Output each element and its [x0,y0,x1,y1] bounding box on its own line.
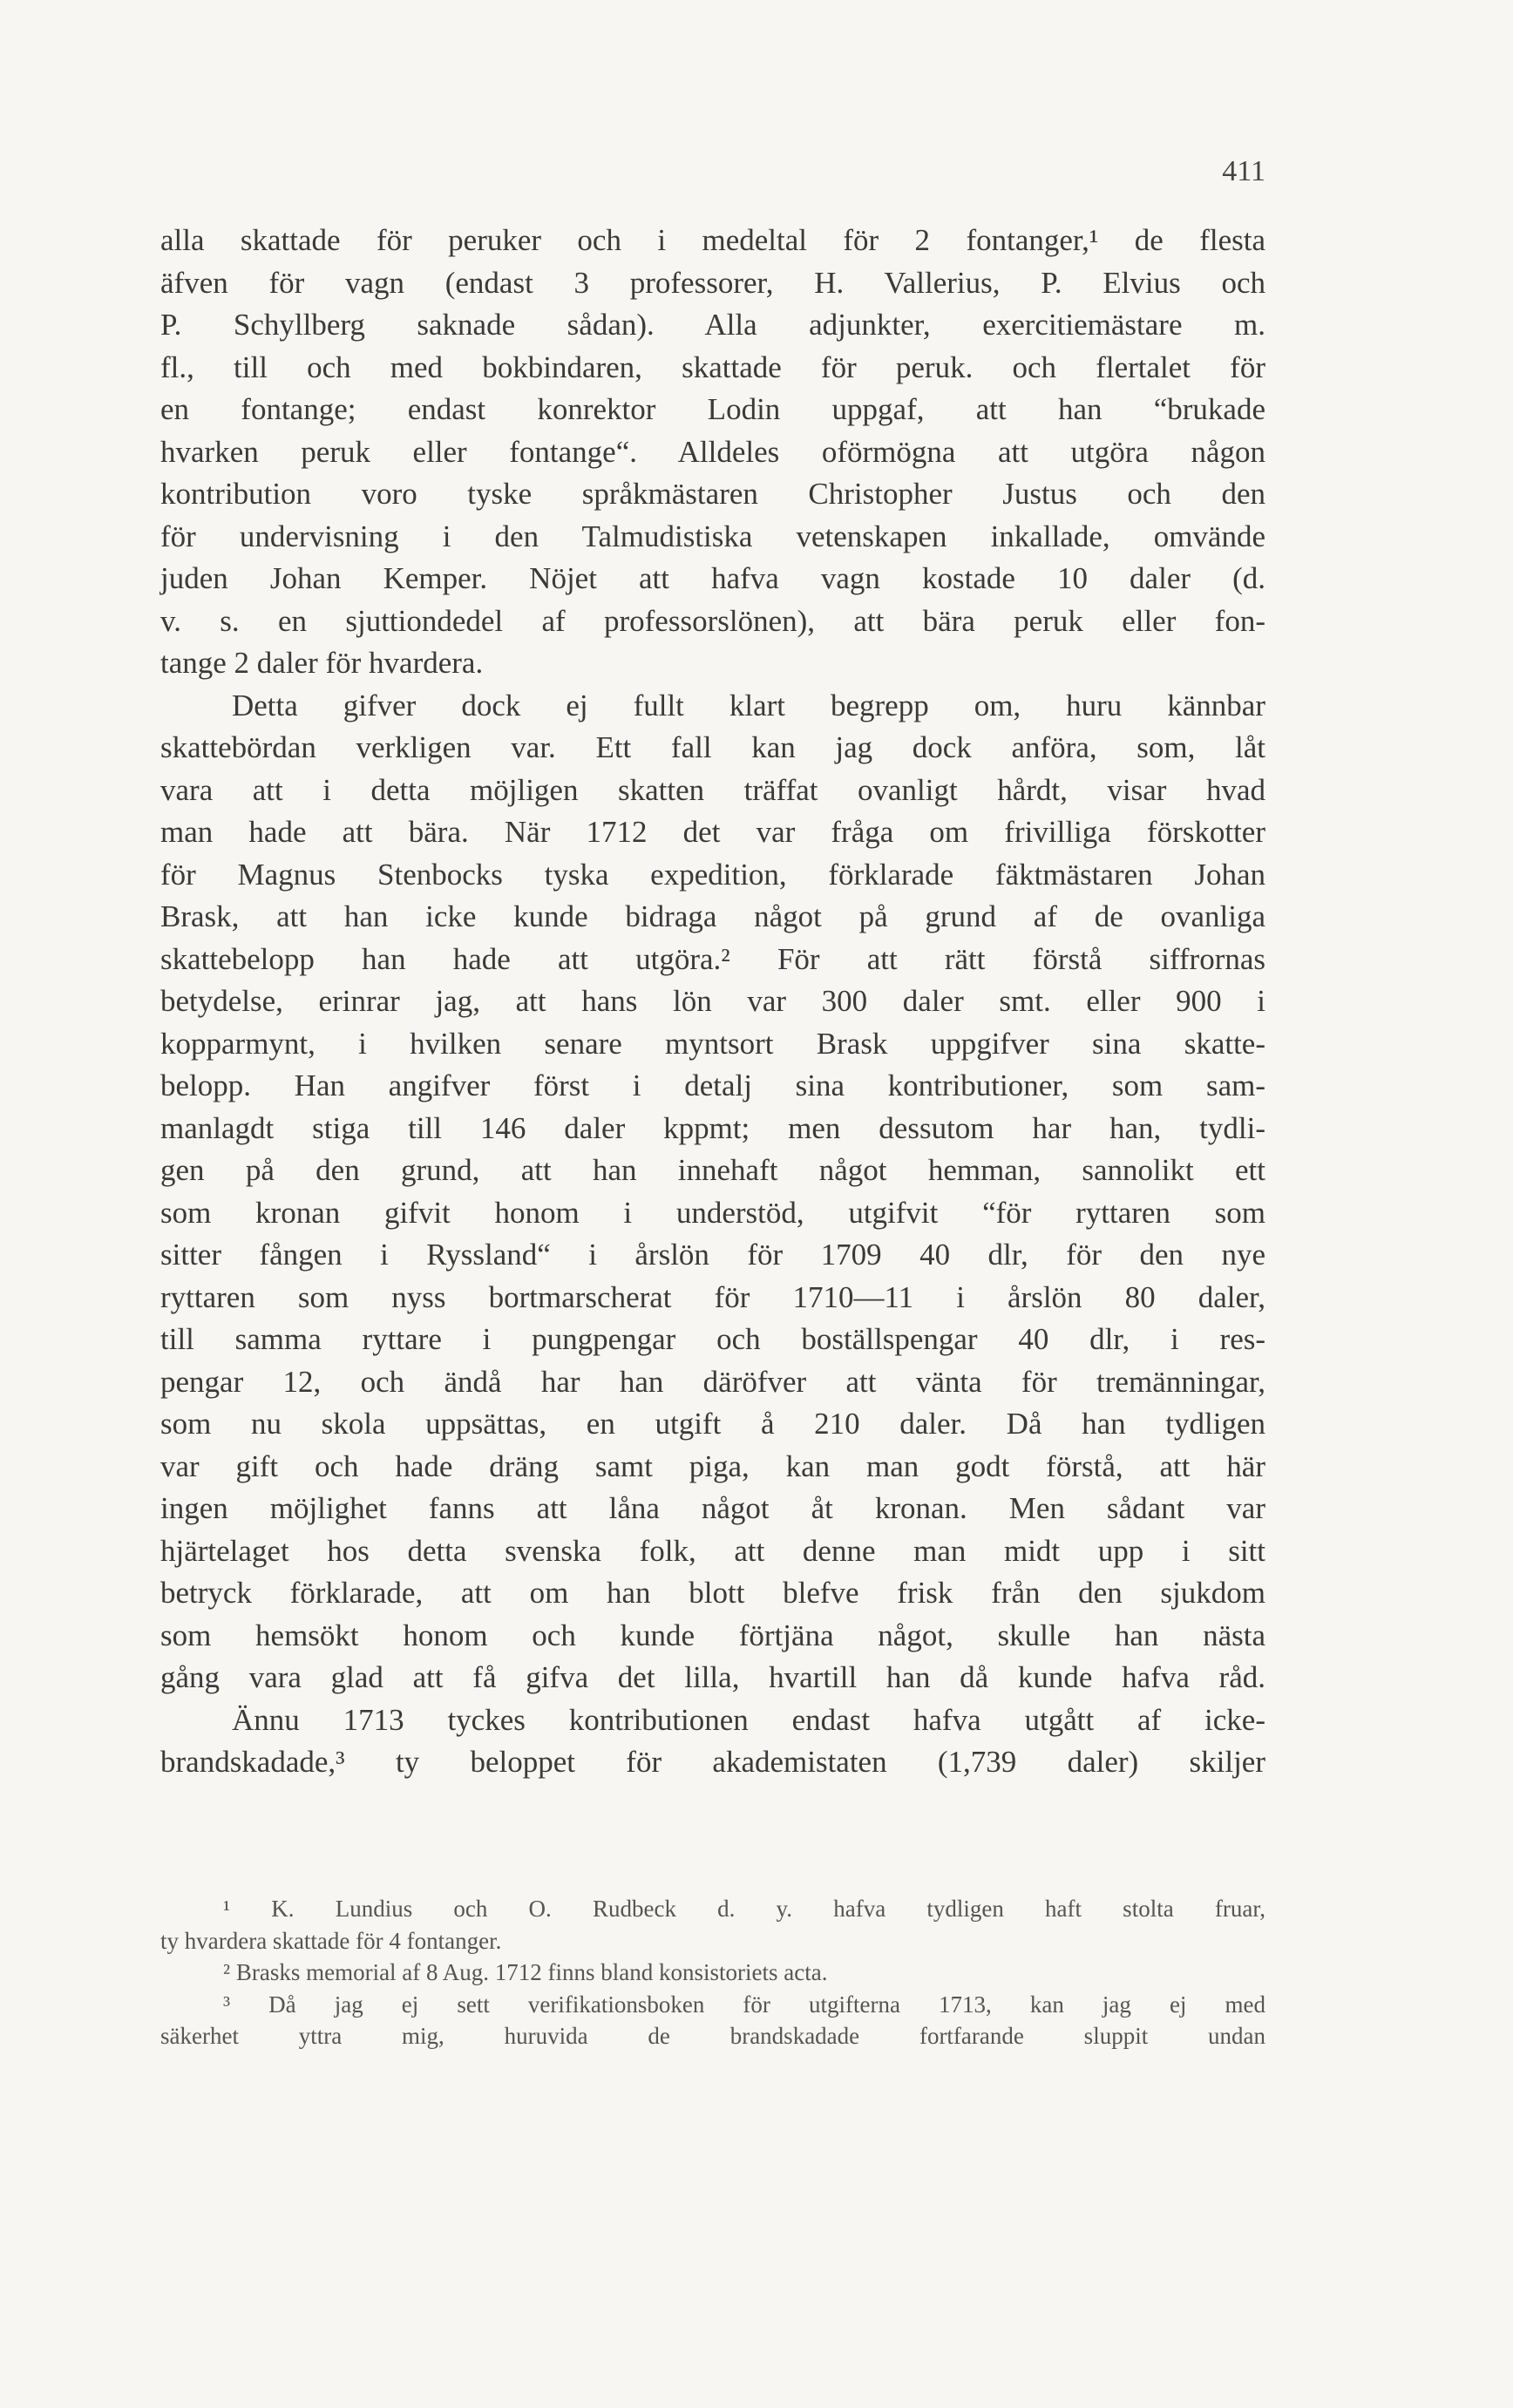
text-line: fl., till och med bokbindaren, skattade för peruk. och flertalet för [160,349,1265,384]
text-line: alla skattade för peruker och i medeltal för 2 fontanger,¹ de flesta [160,223,1265,257]
text-line: till samma ryttare i pungpengar och boställspengar 40 dlr, i res- [160,1322,1265,1356]
text-line: för Magnus Stenbocks tyska expedition, förklarade fäktmästaren Johan [160,857,1265,892]
text-line: hvarken peruk eller fontange“. Alldeles oförmögna att utgöra någon [160,434,1265,469]
text-line: var gift och hade dräng samt piga, kan man godt förstå, att här [160,1448,1265,1483]
text-line: pengar 12, och ändå har han däröfver att vänta för tremänningar, [160,1364,1265,1399]
text-line: sitter fången i Ryssland“ i årslön för 1709 40 dlr, för den nye [160,1238,1265,1272]
text-line: kopparmynt, i hvilken senare myntsort Brask uppgifver sina skatte- [160,1026,1265,1061]
footnote-line: ty hvardera skattade för 4 fontanger. [160,1927,502,1954]
page-number: 411 [1222,155,1265,187]
text-line: som kronan gifvit honom i understöd, utgifvit “för ryttaren som [160,1195,1265,1230]
body-text [160,220,1265,1784]
footnote-line: ² Brasks memorial af 8 Aug. 1712 finns bland konsistoriets acta. [223,1959,828,1985]
text-line: för undervisning i den Talmudistiska vetenskapen inkallade, omvände [160,519,1265,553]
text-line: betydelse, erinrar jag, att hans lön var 300 daler smt. eller 900 i [160,984,1265,1018]
text-line: betryck förklarade, att om han blott blefve frisk från den sjukdom [160,1576,1265,1610]
text-line: gen på den grund, att han innehaft något hemman, sannolikt ett [160,1153,1265,1187]
text-line: äfven för vagn (endast 3 professorer, H. Vallerius, P. Elvius och [160,265,1265,300]
text-line: gång vara glad att få gifva det lilla, hvartill han då kunde hafva råd. [160,1660,1265,1694]
text-line: Ännu 1713 tyckes kontributionen endast hafva utgått af icke- [232,1702,1265,1737]
text-line: som nu skola uppsättas, en utgift å 210 daler. Då han tydligen [160,1407,1265,1441]
text-line: brandskadade,³ ty beloppet för akademistaten (1,739 daler) skiljer [160,1745,1265,1779]
footnotes [160,1893,1265,2052]
text-line: som hemsökt honom och kunde förtjäna något, skulle han nästa [160,1618,1265,1652]
text-line: skattebördan verkligen var. Ett fall kan jag dock anföra, som, låt [160,730,1265,764]
text-line: Detta gifver dock ej fullt klart begrepp om, huru kännbar [232,688,1265,722]
text-line: kontribution voro tyske språkmästaren Christopher Justus och den [160,477,1265,511]
text-line: juden Johan Kemper. Nöjet att hafva vagn kostade 10 daler (d. [160,561,1265,595]
text-line: tange 2 daler för hvardera. [160,646,484,680]
text-line: man hade att bära. När 1712 det var fråga om frivilliga förskotter [160,815,1265,849]
text-line: Brask, att han icke kunde bidraga något på grund af de ovanliga [160,899,1265,933]
text-line: ryttaren som nyss bortmarscherat för 1710—11 i årslön 80 daler, [160,1279,1265,1314]
text-line: P. Schyllberg saknade sådan). Alla adjunkter, exercitiemästare m. [160,308,1265,342]
footnote-line: ¹ K. Lundius och O. Rudbeck d. y. hafva tydligen haft stolta fruar, [223,1896,1265,1922]
text-line: vara att i detta möjligen skatten träffat ovanligt hårdt, visar hvad [160,772,1265,807]
text-line: manlagdt stiga till 146 daler kppmt; men dessutom har han, tydli- [160,1110,1265,1145]
text-line: v. s. en sjuttiondedel af professorslönen), att bära peruk eller fon- [160,603,1265,638]
footnote-line: säkerhet yttra mig, huruvida de brandskadade fortfarande sluppit undan [160,2023,1265,2049]
text-line: en fontange; endast konrektor Lodin uppgaf, att han “brukade [160,392,1265,426]
text-line: skattebelopp han hade att utgöra.² För att rätt förstå siffrornas [160,941,1265,976]
text-line: hjärtelaget hos detta svenska folk, att denne man midt upp i sitt [160,1533,1265,1568]
footnote-line: ³ Då jag ej sett verifikationsboken för utgifterna 1713, kan jag ej med [223,1991,1265,2018]
text-line: belopp. Han angifver först i detalj sina kontributioner, som sam- [160,1068,1265,1102]
text-line: ingen möjlighet fanns att låna något åt kronan. Men sådant var [160,1491,1265,1525]
